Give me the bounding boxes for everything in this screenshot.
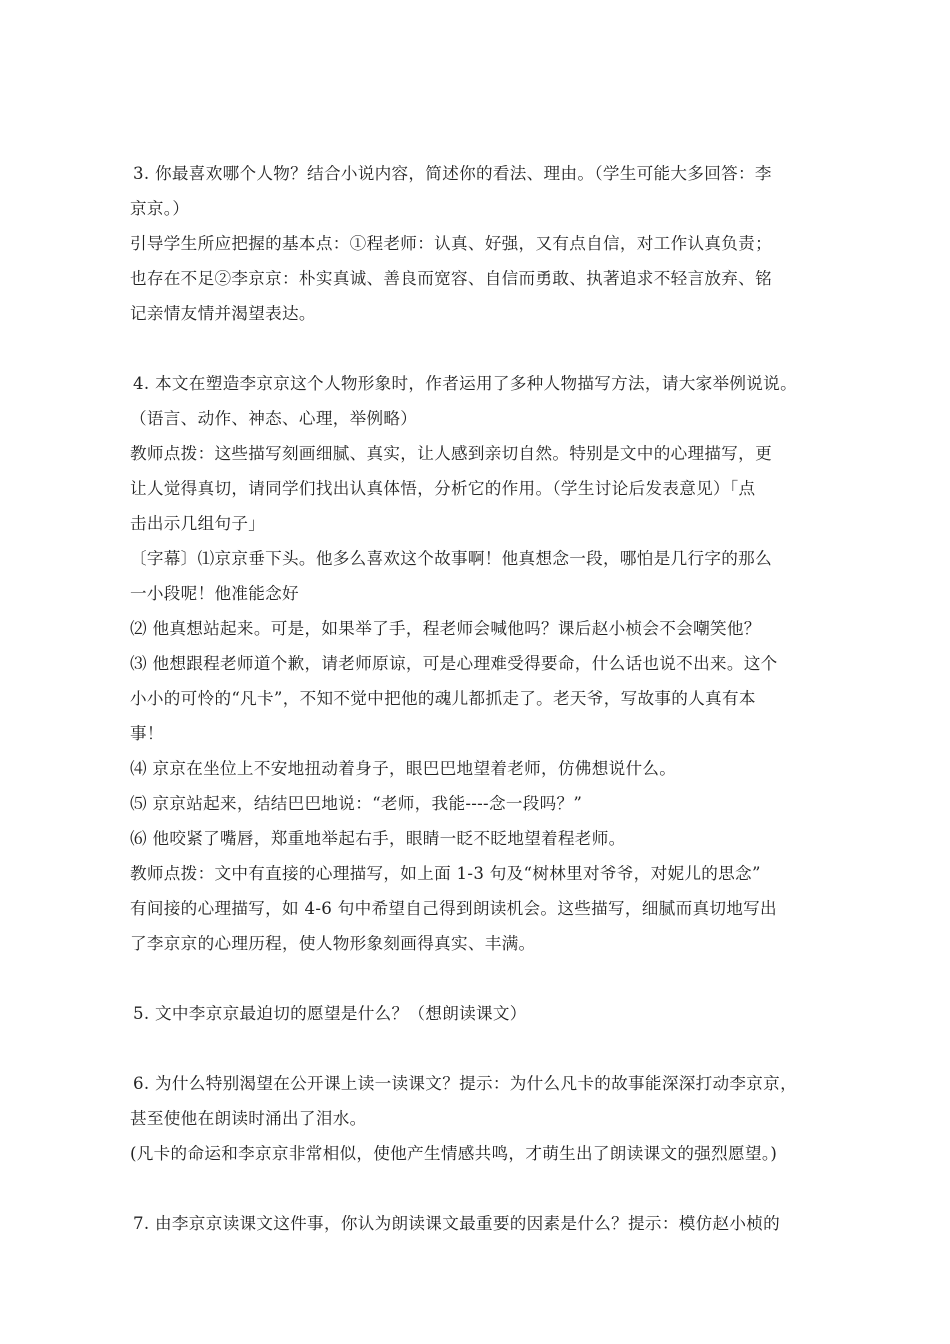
q3-line-3: 引导学生所应把握的基本点：①程老师：认真、好强，又有点自信，对工作认真负责； bbox=[130, 234, 772, 253]
q4-line-2: （语言、动作、神态、心理，举例略） bbox=[130, 409, 418, 428]
q4-line-13: ⑸ 京京站起来，结结巴巴地说：“老师，我能----念一段吗？” bbox=[130, 794, 583, 813]
q4-line-7: 一小段呢！他准能念好 bbox=[130, 584, 299, 603]
q3-line-2: 京京。） bbox=[130, 199, 190, 218]
q4-line-12: ⑷ 京京在坐位上不安地扭动着身子，眼巴巴地望着老师，仿佛想说什么。 bbox=[130, 759, 677, 778]
q6-line-1: 6. 为什么特别渴望在公开课上读一读课文？提示：为什么凡卡的故事能深深打动李京京， bbox=[133, 1074, 797, 1093]
paragraph-gap bbox=[130, 331, 842, 366]
q4-line-15: 教师点拨：文中有直接的心理描写，如上面 1-3 句及“树林里对爷爷，对妮儿的思念” bbox=[130, 864, 761, 883]
q3-line-1: 3. 你最喜欢哪个人物？结合小说内容，简述你的看法、理由。（学生可能大多回答：李 bbox=[133, 164, 772, 183]
q4-line-11: 事！ bbox=[130, 724, 164, 743]
question-5-block bbox=[130, 996, 842, 1031]
q6-line-3: (凡卡的命运和李京京非常相似，使他产生情感共鸣，才萌生出了朗读课文的强烈愿望。) bbox=[130, 1144, 778, 1163]
q5-line-1: 5. 文中李京京最迫切的愿望是什么？（想朗读课文） bbox=[133, 1004, 527, 1023]
q4-line-5: 击出示几组句子」 bbox=[130, 514, 266, 533]
document-body bbox=[130, 156, 842, 1241]
question-4-block bbox=[130, 366, 842, 961]
paragraph-gap bbox=[130, 1031, 842, 1066]
q3-line-4: 也存在不足②李京京：朴实真诚、善良而宽容、自信而勇敢、执著追求不轻言放弃、铭 bbox=[130, 269, 772, 288]
question-6-block bbox=[130, 1066, 842, 1171]
q4-line-1: 4. 本文在塑造李京京这个人物形象时，作者运用了多种人物描写方法，请大家举例说说。 bbox=[133, 374, 797, 393]
q4-line-4: 让人觉得真切，请同学们找出认真体悟，分析它的作用。（学生讨论后发表意见）「点 bbox=[130, 479, 756, 498]
q4-line-10: 小小的可怜的“凡卡”，不知不觉中把他的魂儿都抓走了。老天爷，写故事的人真有本 bbox=[130, 689, 756, 708]
q6-line-2: 甚至使他在朗读时涌出了泪水。 bbox=[130, 1109, 367, 1128]
paragraph-gap bbox=[130, 961, 842, 996]
q4-line-8: ⑵ 他真想站起来。可是，如果举了手，程老师会喊他吗？课后赵小桢会不会嘲笑他？ bbox=[130, 619, 761, 638]
q4-line-17: 了李京京的心理历程，使人物形象刻画得真实、丰满。 bbox=[130, 934, 536, 953]
q4-line-6: 〔字幕〕⑴京京垂下头。他多么喜欢这个故事啊！他真想念一段，哪怕是几行字的那么 bbox=[130, 549, 772, 568]
q4-line-3: 教师点拨：这些描写刻画细腻、真实，让人感到亲切自然。特别是文中的心理描写，更 bbox=[130, 444, 772, 463]
question-3-block bbox=[130, 156, 842, 331]
q3-line-5: 记亲情友情并渴望表达。 bbox=[130, 304, 316, 323]
q4-line-9: ⑶ 他想跟程老师道个歉，请老师原谅，可是心理难受得要命，什么话也说不出来。这个 bbox=[130, 654, 778, 673]
q4-line-16: 有间接的心理描写，如 4-6 句中希望自己得到朗读机会。这些描写，细腻而真切地写出 bbox=[130, 899, 777, 918]
question-7-block bbox=[130, 1206, 842, 1241]
q7-line-1: 7. 由李京京读课文这件事，你认为朗读课文最重要的因素是什么？提示：模仿赵小桢的 bbox=[133, 1214, 781, 1233]
q4-line-14: ⑹ 他咬紧了嘴唇，郑重地举起右手，眼睛一眨不眨地望着程老师。 bbox=[130, 829, 626, 848]
paragraph-gap bbox=[130, 1171, 842, 1206]
